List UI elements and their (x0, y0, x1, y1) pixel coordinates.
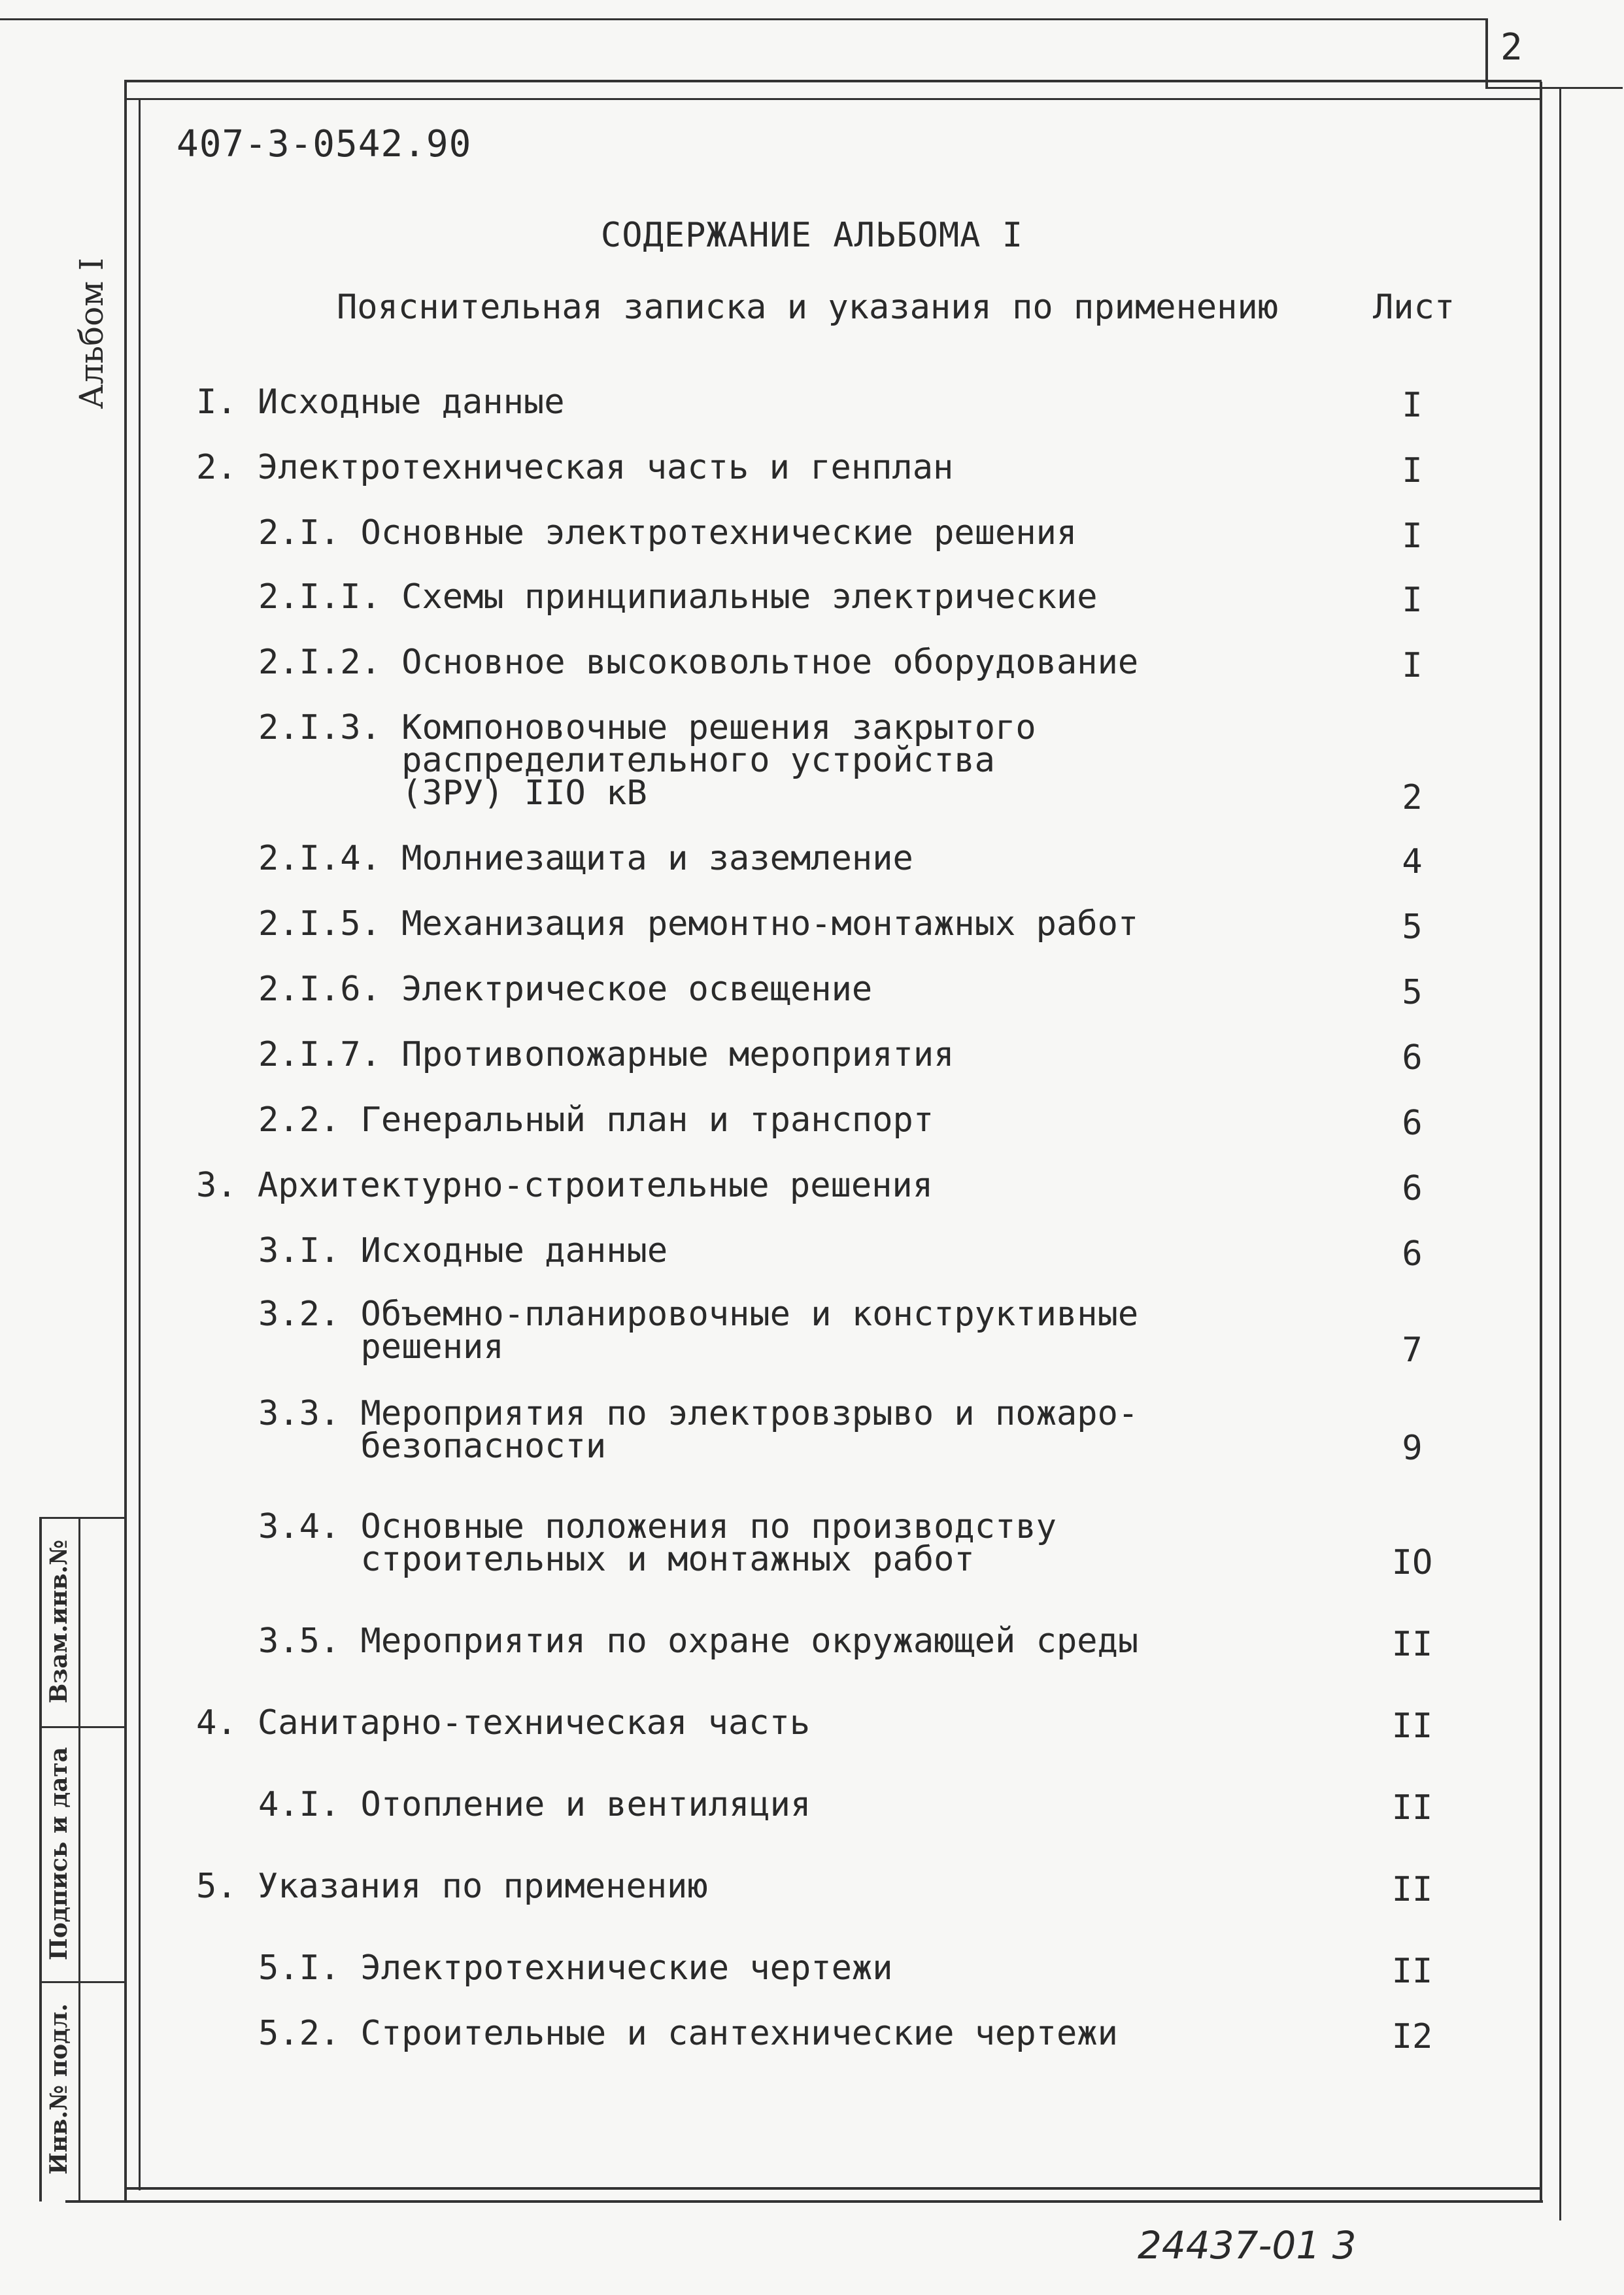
document-code: 407-3-0542.90 (177, 123, 472, 165)
toc-entry-text: 4.I. Отопление и вентиляция (258, 1785, 811, 1824)
toc-entry-text: 2.2. Генеральный план и транспорт (258, 1100, 934, 1140)
toc-entry-sheet: IO (1391, 1543, 1433, 1582)
toc-entry-sheet: 6 (1402, 1038, 1423, 1078)
toc-entry-sheet: II (1391, 1952, 1433, 1991)
toc-entry-text: 3.4. Основные положения по производству (258, 1507, 1057, 1546)
side-stamp-left (39, 1517, 42, 2202)
frame-top (124, 80, 1542, 82)
toc-entry-text: 2. Электротехническая часть и генплан (196, 448, 954, 487)
toc-entry-text: 4. Санитарно-техническая часть (196, 1703, 811, 1742)
toc-entry-text: 3.3. Мероприятия по электровзрыво и пожаро- (258, 1394, 1139, 1433)
toc-entry-text: 3.2. Объемно-планировочные и конструктивные (258, 1295, 1139, 1334)
toc-entry-text: 3.I. Исходные данные (258, 1231, 668, 1270)
toc-entry-text: 2.I.5. Механизация ремонтно-монтажных работ (258, 904, 1139, 944)
toc-entry-text: 2.I.2. Основное высоковольтное оборудование (258, 643, 1139, 682)
toc-entry-text: 2.I.4. Молниезащита и заземление (258, 839, 913, 878)
toc-entry-text: 2.I.I. Схемы принципиальные электрические (258, 577, 1098, 617)
toc-entry-text: распределительного устройства (401, 741, 995, 780)
bottom-stamp: 24437-01 3 (1138, 2223, 1357, 2268)
vzam-inv-label: Взам.инв.№ (45, 1539, 73, 1704)
toc-entry-sheet: 6 (1402, 1234, 1423, 1274)
frame-bottom-outer (65, 2200, 1543, 2203)
frame-left (124, 80, 127, 2202)
toc-entry-sheet: II (1391, 1707, 1433, 1746)
page-number: 2 (1500, 26, 1523, 69)
toc-entry-sheet: 7 (1402, 1331, 1423, 1370)
page-box-left (1485, 18, 1488, 89)
sheet-column-header: Лист (1373, 288, 1455, 327)
toc-entry-sheet: 5 (1402, 973, 1423, 1012)
toc-entry-sheet: II (1391, 1625, 1433, 1664)
toc-entry-sheet: 5 (1402, 908, 1423, 947)
toc-entry-sheet: 6 (1402, 1104, 1423, 1143)
toc-entry-sheet: II (1391, 1870, 1433, 1909)
toc-entry-text: 3.5. Мероприятия по охране окружающей среды (258, 1622, 1139, 1661)
side-stamp-mid (78, 1517, 80, 2202)
toc-entry-sheet: I (1402, 517, 1423, 556)
toc-entry-sheet: 4 (1402, 842, 1423, 881)
toc-entry-sheet: I2 (1391, 2017, 1433, 2056)
toc-entry-text: 2.I.7. Противопожарные мероприятия (258, 1035, 955, 1074)
toc-entry-text: безопасности (360, 1427, 607, 1466)
toc-entry-sheet: 2 (1402, 778, 1423, 817)
side-stamp-div2 (39, 1981, 126, 1983)
frame-left-inner (139, 98, 141, 2190)
toc-entry-sheet: I (1402, 386, 1423, 425)
podpis-data-label: Подпись и дата (45, 1746, 73, 1961)
page-box-bottom (1485, 87, 1623, 89)
frame-right-outer (1559, 89, 1561, 2220)
toc-entry-text: строительных и монтажных работ (360, 1540, 975, 1579)
side-stamp-top (39, 1517, 126, 1519)
frame-top-inner (124, 98, 1542, 100)
frame-bottom (124, 2187, 1542, 2190)
toc-entry-text: 5.2. Строительные и сантехнические чертежи (258, 2014, 1118, 2053)
album-label-vertical: Альбом I (73, 258, 110, 409)
toc-entry-sheet: I (1402, 646, 1423, 685)
toc-entry-text: (ЗРУ) IIO кВ (401, 774, 647, 813)
toc-entry-text: решения (360, 1327, 504, 1367)
toc-entry-sheet: I (1402, 581, 1423, 620)
toc-entry-text: 3. Архитектурно-строительные решения (196, 1166, 934, 1205)
toc-entry-text: 2.I.6. Электрическое освещение (258, 970, 873, 1009)
toc-entry-sheet: 9 (1402, 1429, 1423, 1468)
toc-entry-text: 2.I.3. Компоновочные решения закрытого (258, 708, 1036, 747)
toc-entry-text: I. Исходные данные (196, 382, 565, 422)
top-rule (0, 18, 1485, 20)
toc-entry-sheet: II (1391, 1788, 1433, 1828)
frame-right (1540, 82, 1542, 2200)
toc-entry-sheet: I (1402, 451, 1423, 490)
toc-entry-sheet: 6 (1402, 1169, 1423, 1208)
side-stamp-div1 (39, 1726, 126, 1728)
toc-entry-text: 5.I. Электротехнические чертежи (258, 1948, 893, 1988)
page-title: СОДЕРЖАНИЕ АЛЬБОМА I (600, 216, 1024, 255)
inv-podl-label: Инв.№ подл. (45, 2003, 73, 2175)
toc-entry-text: 2.I. Основные электротехнические решения (258, 513, 1077, 552)
toc-entry-text: 5. Указания по применению (196, 1867, 708, 1906)
subtitle: Пояснительная записка и указания по применению (337, 288, 1279, 327)
